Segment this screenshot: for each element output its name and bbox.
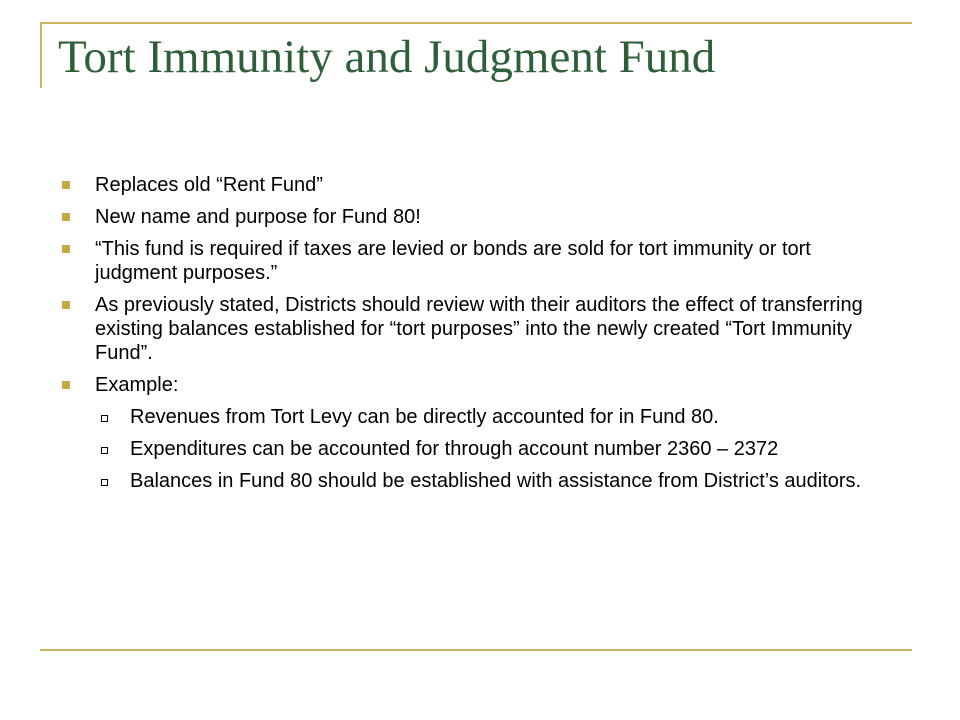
top-divider — [40, 22, 912, 24]
bullet-text: As previously stated, Districts should review with their auditors the effect of transferring existing balances established for “tort purposes” into the newly created “Tort Immunity Fund”. — [95, 294, 863, 364]
hollow-square-bullet-icon — [101, 415, 108, 422]
bullet-item — [60, 237, 890, 285]
square-bullet-icon — [62, 381, 70, 389]
square-bullet-icon — [62, 181, 70, 189]
square-bullet-icon — [62, 213, 70, 221]
bullet-item — [60, 373, 890, 493]
bullet-text: “This fund is required if taxes are levied or bonds are sold for tort immunity or tort judgment purposes.” — [95, 238, 811, 284]
hollow-square-bullet-icon — [101, 479, 108, 486]
sub-bullet-item — [95, 437, 890, 461]
slide-title: Tort Immunity and Judgment Fund — [58, 31, 716, 83]
square-bullet-icon — [62, 245, 70, 253]
hollow-square-bullet-icon — [101, 447, 108, 454]
left-divider — [40, 22, 42, 88]
bullet-text: Example: — [95, 374, 179, 396]
bullet-text: Replaces old “Rent Fund” — [95, 174, 323, 196]
sub-bullet-item — [95, 405, 890, 429]
bottom-divider — [40, 649, 912, 651]
bullet-text: New name and purpose for Fund 80! — [95, 206, 421, 228]
bullet-list — [60, 173, 890, 501]
bullet-item — [60, 173, 890, 197]
bullet-item — [60, 293, 890, 365]
sub-bullet-text: Balances in Fund 80 should be established with assistance from District’s auditors. — [130, 470, 862, 492]
square-bullet-icon — [62, 301, 70, 309]
sub-bullet-text: Revenues from Tort Levy can be directly accounted for in Fund 80. — [130, 406, 719, 428]
sub-bullet-text: Expenditures can be accounted for through account number 2360 – 2372 — [130, 438, 779, 460]
sub-bullet-list — [95, 405, 890, 493]
sub-bullet-item — [95, 469, 890, 493]
bullet-item — [60, 205, 890, 229]
